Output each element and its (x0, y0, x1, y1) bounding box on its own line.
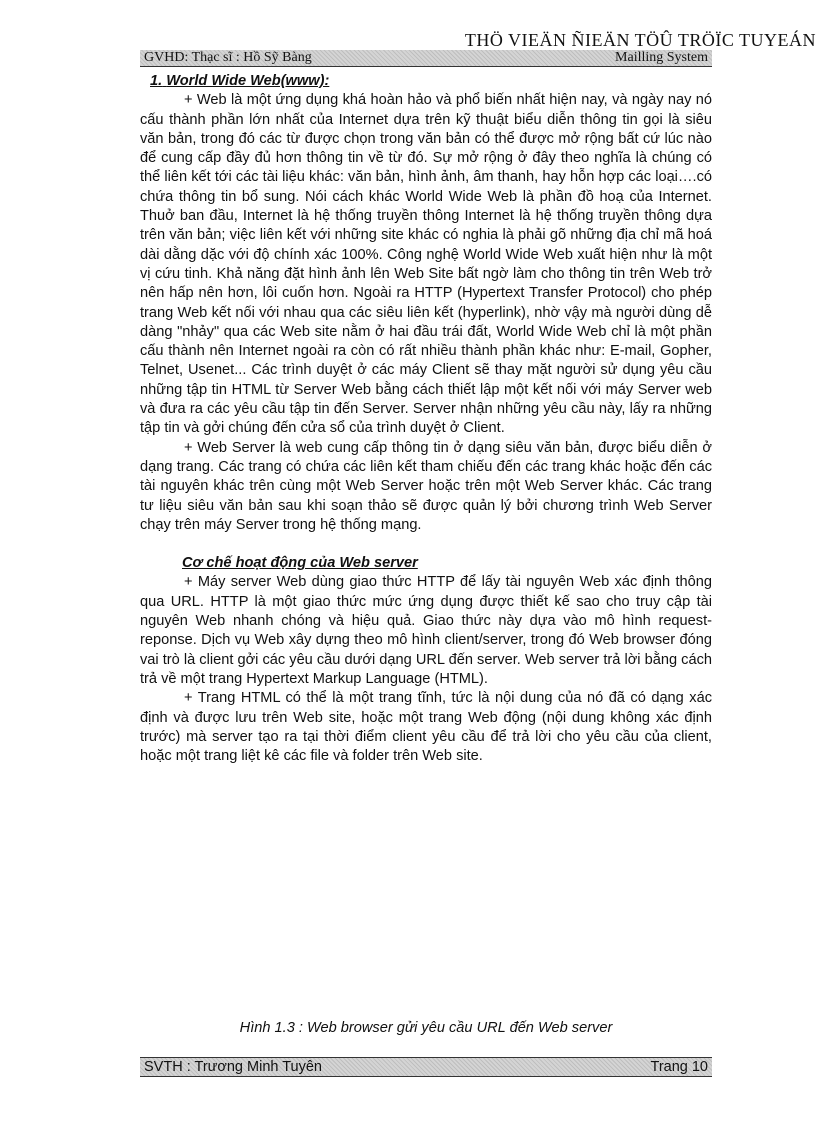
section-heading-www (140, 72, 712, 91)
section-heading-web-server: Cơ chế hoạt động của Web server (182, 555, 418, 572)
paragraph: + Trang HTML có thể là một trang tĩnh, tức là nội dung của nó đã có dạng xác định và được lưu trên Web site, hoặc một trang Web động (nội dung không xác định trước) mà server tạo ra tại thời điểm client yêu cầu để trả lời cho yêu cầu của client, hoặc một trang liệt kê các file và folder trên Web site. (140, 690, 712, 765)
header-project: Mailling System (615, 50, 708, 65)
watermark-text: THÖ VIEÄN ÑIEÄN TÖÛ TRÖÏC TUYEÁN (464, 30, 816, 50)
paragraph: + Máy server Web dùng giao thức HTTP để lấy tài nguyên Web xác định thông qua URL. HTTP là một giao thức mức ứng dụng được thiết kế sao cho truy cập tài nguyên Web nhanh chóng và hiệu quả. Giao thức này dựa vào mô hình request-reponse. Dịch vụ Web xây dựng theo mô hình client/server, trong đó Web browser đóng vai trò là client gởi các yêu cầu dưới dạng URL đến server. Web server trả lời bằng cách trả về một trang Hypertext Markup Language (HTML). (140, 574, 712, 687)
footer-author: SVTH : Trương Minh Tuyên (144, 1059, 322, 1075)
page-number: Trang 10 (650, 1059, 708, 1075)
section-title: World Wide Web(www): (166, 73, 330, 89)
section-number: 1. (150, 73, 163, 89)
page-header (140, 50, 712, 67)
page-footer (140, 1057, 712, 1077)
document-body (140, 72, 712, 766)
figure-caption: Hình 1.3 : Web browser gửi yêu cầu URL đến Web server (239, 1020, 613, 1036)
paragraph: + Web Server là web cung cấp thông tin ở dạng siêu văn bản, được biểu diễn ở dạng trang. Các trang có chứa các liên kết tham chiếu đến các trang khác hoặc đến các tài nguyên khác trên cùng một Web Server hoặc trên một Web Server khác. Các trang tư liệu siêu văn bản sau khi soạn thảo sẽ được quản lý bởi chương trình Web Server chạy trên máy Server trong hệ thống mạng. (140, 439, 712, 533)
paragraph: + Web là một ứng dụng khá hoàn hảo và phổ biến nhất hiện nay, và ngày nay nó cấu thành phần lớn nhất của Internet dựa trên kỹ thuật biểu diễn thông tin gọi là siêu văn bản, trong đó các từ được chọn trong văn bản có thể được mở rộng bất cứ lúc nào để cung cấp đầy đủ hơn thông tin về từ đó. Sự mở rộng ở đây theo nghĩa là chúng có thể liên kết tới các tài liệu khác: văn bản, hình ảnh, âm thanh, hay hỗn hợp các loại….có chứa thông tin bổ sung. Nói cách khác World Wide Web là phần đồ hoạ của Internet. Thuở ban đầu, Internet là hệ thống truyền thông Internet là hệ thống truyền thông dựa trên văn bản; việc liên kết với những site khác có nghia là phải gõ những địa chỉ mã hoá dài dằng dặc với độ chính xác 100%. Công nghệ World Wide Web xuất hiện như là một vị cứu tinh. Khả năng đặt hình ảnh lên Web Site bất ngờ làm cho thông tin trên Web trở nên hấp nên hơn, lôi cuốn hơn. Ngoài ra HTTP (Hypertext Transfer Protocol) cho phép trang Web kết nối với nhau qua các siêu liên kết (hyperlink), nhờ vậy mà người dùng dễ dàng "nhảy" qua các Web site nằm ở hai đầu trái đất, World Wide Web chỉ là một phần cấu thành nên Internet ngoài ra còn có rất nhiều thành phần khác như: E-mail, Gopher, Telnet, Usenet... Các trình duyệt ở các máy Client sẽ thay mặt người sử dụng yêu cầu những tập tin HTML từ Server Web bằng cách thiết lập một kết nối với máy Server web và đưa ra các yêu cầu tập tin đến Server. Server nhận những yêu cầu này, lấy ra những tập tin và gởi chúng đến cửa sổ của trình duyệt ở Client. (140, 92, 712, 437)
header-supervisor: GVHD: Thạc sĩ : Hồ Sỹ Bàng (144, 50, 312, 65)
